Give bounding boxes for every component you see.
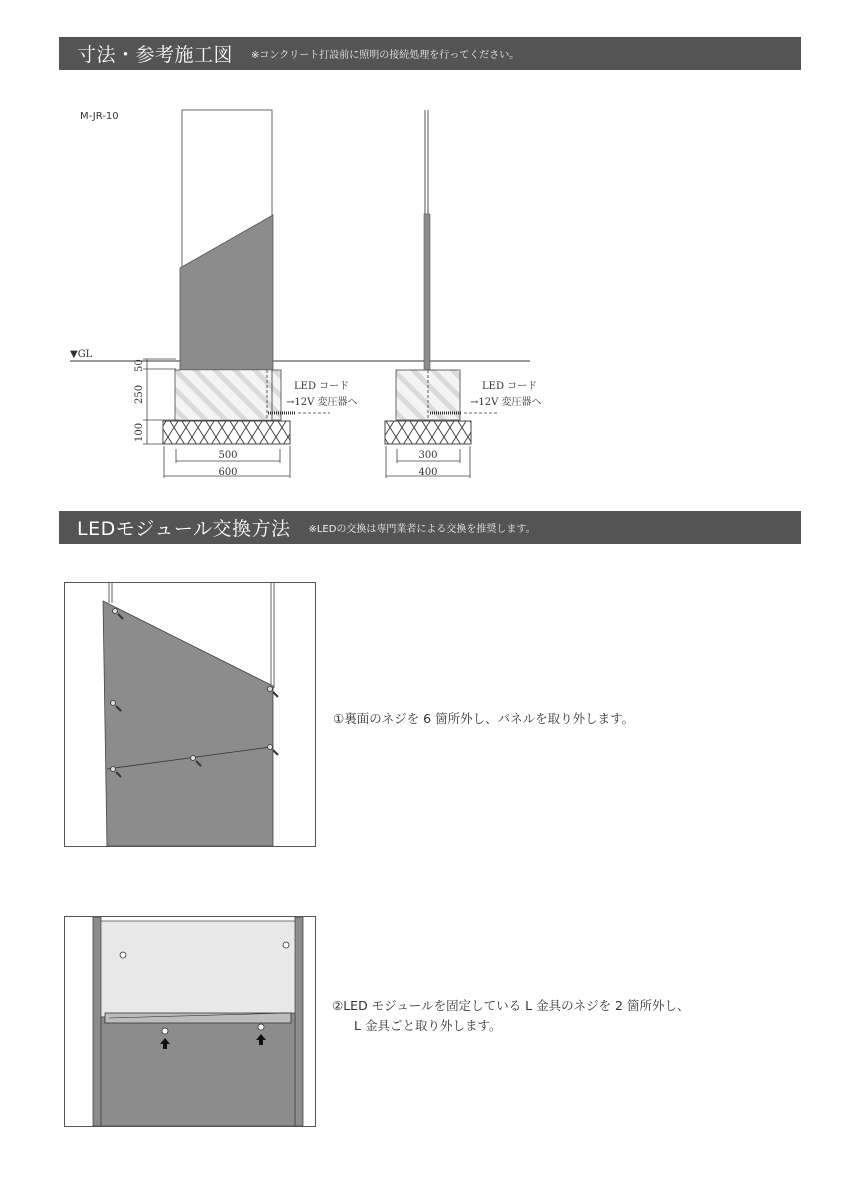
dim-500: 500 — [218, 450, 238, 461]
dim-100: 100 — [134, 422, 145, 442]
dim-50: 50 — [134, 359, 145, 372]
section-note: ※コンクリート打設前に照明の接続処理を行ってください。 — [251, 50, 520, 61]
step1-text: ①裏面のネジを 6 箇所外し、パネルを取り外します。 — [333, 711, 635, 726]
step1-illustration — [64, 582, 316, 847]
dim-300: 300 — [418, 450, 438, 461]
section-title: LEDモジュール交換方法 — [77, 518, 291, 540]
screw-icon — [162, 1028, 168, 1034]
cord-label: LED コード — [294, 381, 350, 392]
steel-panel-back — [103, 601, 273, 846]
led-module — [105, 1013, 291, 1023]
step2-line1: ②LED モジュールを固定している L 金具のネジを 2 箇所外し、 — [332, 998, 690, 1013]
screw-icon — [258, 1024, 264, 1030]
cord-destination: →12V 変圧器へ — [286, 397, 358, 408]
step2-line2: L 金具ごと取り外します。 — [354, 1018, 502, 1033]
dim-400: 400 — [418, 467, 438, 478]
dim-600: 600 — [218, 467, 238, 478]
gravel-base-left — [163, 421, 290, 444]
model-label: M-JR-10 — [80, 111, 119, 122]
gravel-base-right — [385, 421, 471, 444]
glass-panel — [101, 921, 295, 1017]
cord-destination: →12V 変圧器へ — [470, 397, 542, 408]
section-note: ※LEDの交換は専門業者による交換を推奨します。 — [308, 524, 536, 535]
step2-illustration — [64, 916, 316, 1127]
section-title: 寸法・参考施工図 — [77, 44, 234, 66]
step2-text — [332, 996, 689, 1036]
gl-label: ▼GL — [70, 349, 93, 360]
steel-panel — [101, 1013, 295, 1126]
cord-label: LED コード — [482, 381, 538, 392]
dim-250: 250 — [134, 384, 145, 404]
dimension-drawing — [0, 0, 856, 500]
section-header-led-replacement — [59, 511, 801, 544]
